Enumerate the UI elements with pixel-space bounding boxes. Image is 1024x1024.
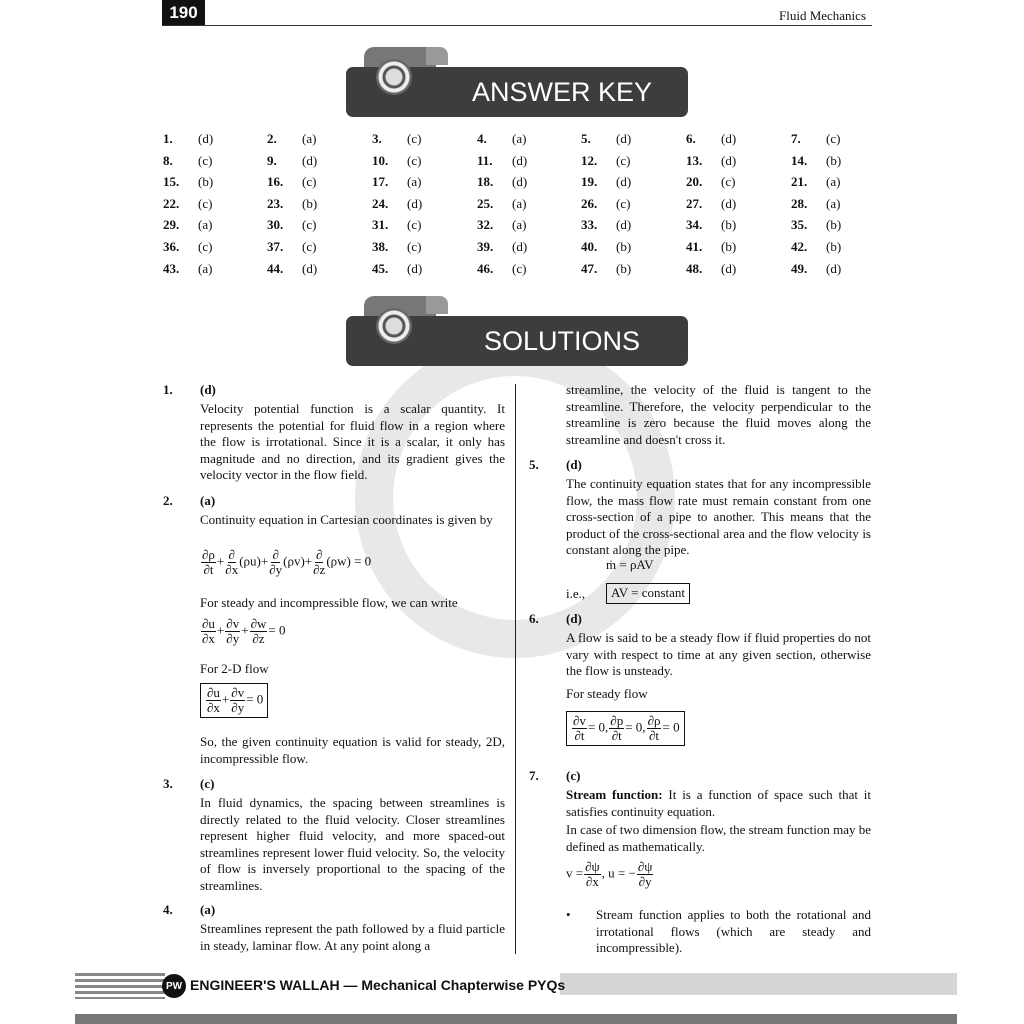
answer-option: (d) bbox=[302, 260, 318, 276]
answer-row bbox=[163, 239, 863, 261]
answer-option: (a) bbox=[826, 174, 841, 190]
answer-option: (a) bbox=[512, 131, 527, 146]
pw-logo-icon: PW bbox=[162, 974, 186, 998]
answer-item bbox=[267, 239, 316, 255]
answer-option: (c) bbox=[302, 217, 317, 233]
answer-option: (c) bbox=[512, 260, 527, 276]
answer-option: (b) bbox=[302, 195, 318, 211]
answer-item bbox=[163, 239, 212, 255]
answer-number: 5. bbox=[581, 131, 591, 146]
solution-number: 7. bbox=[529, 768, 539, 783]
answer-item bbox=[791, 174, 840, 190]
steady-continuity-equation: $\frac{\partial u}{\partial x}$ + $\frac{\partial v}{\partial y}$ + $\frac{\partial w}{\partial z}$ = 0 bbox=[202, 616, 286, 646]
answer-number: 22. bbox=[163, 195, 180, 211]
answer-number: 16. bbox=[267, 174, 284, 190]
solution-text: streamline, the velocity of the fluid is tangent to the streamline. Therefore, the velocity perpendicular to the streamline is zero because the fluid moves along the streamline and doesn't cross it. bbox=[566, 382, 871, 447]
answer-number: 40. bbox=[581, 238, 598, 254]
answer-option: (a) bbox=[198, 260, 213, 276]
column-divider bbox=[515, 384, 516, 954]
answer-number: 13. bbox=[686, 152, 703, 168]
answer-row bbox=[163, 174, 863, 196]
solution-answer: (c) bbox=[566, 768, 581, 783]
answer-number: 42. bbox=[791, 238, 808, 254]
answer-option: (b) bbox=[826, 217, 842, 233]
answer-option: (d) bbox=[512, 174, 528, 190]
footer-stripes bbox=[75, 973, 165, 999]
answer-number: 14. bbox=[791, 152, 808, 168]
answer-item bbox=[372, 239, 421, 255]
answer-item bbox=[686, 261, 736, 277]
answer-number: 19. bbox=[581, 174, 598, 190]
answer-number: 27. bbox=[686, 195, 703, 211]
bullet-ring-icon bbox=[376, 59, 412, 95]
answer-option: (b) bbox=[616, 238, 632, 254]
answer-number: 8. bbox=[163, 152, 173, 168]
answer-item bbox=[581, 196, 630, 212]
answer-item bbox=[686, 131, 736, 147]
answer-item bbox=[163, 196, 212, 212]
answer-number: 47. bbox=[581, 260, 598, 276]
answer-number: 41. bbox=[686, 238, 703, 254]
answer-number: 23. bbox=[267, 195, 284, 211]
answer-item bbox=[267, 196, 317, 212]
answer-number: 17. bbox=[372, 174, 389, 190]
steady-flow-equation: $\frac{\partial v}{\partial t}$ = 0, $\frac{\partial p}{\partial t}$ = 0, $\frac{\partial\rho}{\partial t}$ = 0 bbox=[566, 711, 685, 746]
answer-number: 4. bbox=[477, 131, 487, 146]
answer-number: 2. bbox=[267, 131, 277, 146]
answer-item bbox=[477, 153, 527, 169]
answer-number: 6. bbox=[686, 131, 696, 146]
answer-number: 20. bbox=[686, 174, 703, 190]
answer-option: (d) bbox=[616, 217, 632, 233]
answer-option: (c) bbox=[302, 238, 317, 254]
answer-number: 45. bbox=[372, 260, 389, 276]
answer-option: (c) bbox=[198, 195, 213, 211]
solution-text: In case of two dimension flow, the stream function may be defined as mathematically. bbox=[566, 822, 871, 854]
mass-flow-equation: ṁ = ρAV bbox=[606, 557, 654, 572]
answer-number: 25. bbox=[477, 195, 494, 211]
answer-number: 34. bbox=[686, 217, 703, 233]
answer-option: (b) bbox=[721, 238, 737, 254]
answer-item bbox=[477, 239, 527, 255]
answer-option: (d) bbox=[198, 131, 214, 146]
answer-option: (c) bbox=[407, 238, 422, 254]
answer-option: (c) bbox=[407, 131, 422, 146]
answer-item bbox=[372, 217, 421, 233]
answer-number: 30. bbox=[267, 217, 284, 233]
answer-option: (d) bbox=[407, 195, 423, 211]
solution-number: 5. bbox=[529, 457, 539, 472]
answer-item bbox=[581, 153, 630, 169]
answer-option: (c) bbox=[616, 195, 631, 211]
solution-number: 1. bbox=[163, 382, 173, 397]
answer-row bbox=[163, 131, 863, 153]
solution-number: 4. bbox=[163, 902, 173, 917]
answer-option: (d) bbox=[512, 238, 528, 254]
answer-number: 38. bbox=[372, 238, 389, 254]
answer-number: 28. bbox=[791, 195, 808, 211]
answer-option: (c) bbox=[721, 174, 736, 190]
answer-item bbox=[477, 261, 526, 277]
solutions-title: SOLUTIONS bbox=[483, 325, 641, 356]
answer-item bbox=[791, 261, 841, 277]
solution-answer: (d) bbox=[566, 457, 582, 472]
solution-text: For steady flow bbox=[566, 686, 648, 701]
answer-item bbox=[372, 261, 422, 277]
answer-option: (b) bbox=[826, 238, 842, 254]
answer-number: 11. bbox=[477, 152, 493, 168]
answer-option: (a) bbox=[826, 195, 841, 211]
answer-option: (b) bbox=[616, 260, 632, 276]
answer-number: 24. bbox=[372, 195, 389, 211]
solution-text: Streamlines represent the path followed by a fluid particle in steady, laminar flow. At any point along a bbox=[200, 921, 505, 953]
solution-text: For 2-D flow bbox=[200, 661, 269, 676]
answer-option: (c) bbox=[198, 238, 213, 254]
answer-number: 26. bbox=[581, 195, 598, 211]
answer-item bbox=[581, 174, 631, 190]
answer-row bbox=[163, 153, 863, 175]
bullet-ring-icon bbox=[376, 308, 412, 344]
answer-item bbox=[477, 217, 526, 233]
answer-number: 49. bbox=[791, 260, 808, 276]
answer-option: (d) bbox=[721, 195, 737, 211]
answer-item bbox=[372, 131, 421, 147]
answer-option: (a) bbox=[198, 217, 213, 233]
solution-answer: (c) bbox=[200, 776, 215, 791]
answer-number: 48. bbox=[686, 260, 703, 276]
answer-number: 31. bbox=[372, 217, 389, 233]
stream-function-equation: v = $\frac{\partial\psi}{\partial x}$ , u = − $\frac{\partial\psi}{\partial y}$ bbox=[566, 859, 653, 889]
answer-number: 46. bbox=[477, 260, 494, 276]
solution-text bbox=[566, 787, 871, 820]
book-title: Fluid Mechanics bbox=[778, 8, 866, 23]
answer-option: (c) bbox=[616, 152, 631, 168]
answer-number: 33. bbox=[581, 217, 598, 233]
answer-number: 39. bbox=[477, 238, 494, 254]
answer-option: (d) bbox=[512, 152, 528, 168]
answer-number: 32. bbox=[477, 217, 494, 233]
answer-option: (a) bbox=[407, 174, 422, 190]
answer-option: (d) bbox=[721, 152, 737, 168]
answer-option: (b) bbox=[826, 152, 842, 168]
answer-item bbox=[267, 217, 316, 233]
answer-item bbox=[791, 196, 840, 212]
answer-item bbox=[163, 153, 212, 169]
answer-item bbox=[477, 196, 526, 212]
answer-number: 37. bbox=[267, 238, 284, 254]
solution-text: In fluid dynamics, the spacing between streamlines is directly related to the fluid velocity. Closer streamlines represent higher fluid velocity, and more spaced-out streamlines represent lower fluid velocity. So, the velocity of flow is inversely proportional to the spacing of the streamlines. bbox=[200, 795, 505, 893]
answer-number: 43. bbox=[163, 260, 180, 276]
footer-text: ENGINEER'S WALLAH — Mechanical Chapterwise PYQs bbox=[190, 977, 566, 993]
answer-key-title: ANSWER KEY bbox=[471, 76, 653, 107]
answer-option: (c) bbox=[407, 217, 422, 233]
answer-option: (c) bbox=[826, 131, 841, 146]
solution-answer: (a) bbox=[200, 493, 216, 508]
answer-number: 15. bbox=[163, 174, 180, 190]
2d-continuity-equation: $\frac{\partial u}{\partial x}$ + $\frac{\partial v}{\partial y}$ = 0 bbox=[200, 683, 268, 718]
ie-label: i.e., bbox=[566, 586, 586, 601]
answer-option: (d) bbox=[721, 260, 737, 276]
answer-number: 18. bbox=[477, 174, 494, 190]
answer-item bbox=[581, 261, 631, 277]
answer-item bbox=[267, 174, 316, 190]
answer-option: (c) bbox=[302, 174, 317, 190]
answer-item bbox=[163, 174, 213, 190]
solution-text: A flow is said to be a steady flow if fluid properties do not vary with respect to time at any given section, otherwise the flow is unsteady. bbox=[566, 630, 871, 678]
answer-item bbox=[372, 196, 422, 212]
answer-item bbox=[163, 217, 212, 233]
answer-item bbox=[163, 131, 213, 147]
answer-item bbox=[791, 131, 840, 147]
answer-item bbox=[686, 196, 736, 212]
answer-option: (a) bbox=[512, 217, 527, 233]
answer-item bbox=[791, 217, 841, 233]
answer-number: 7. bbox=[791, 131, 801, 146]
answer-option: (a) bbox=[512, 195, 527, 211]
answer-row bbox=[163, 217, 863, 239]
answer-number: 44. bbox=[267, 260, 284, 276]
answer-item bbox=[791, 153, 841, 169]
answer-number: 1. bbox=[163, 131, 173, 146]
answer-number: 29. bbox=[163, 217, 180, 233]
answer-option: (d) bbox=[407, 260, 423, 276]
answer-item bbox=[581, 131, 631, 147]
answer-option: (d) bbox=[826, 260, 842, 276]
solution-text: So, the given continuity equation is valid for steady, 2D, incompressible flow. bbox=[200, 734, 505, 766]
answer-option: (d) bbox=[616, 174, 632, 190]
page-number: 190 bbox=[162, 0, 205, 26]
answer-item bbox=[791, 239, 841, 255]
answer-option: (d) bbox=[721, 131, 737, 146]
solutions-banner bbox=[346, 316, 688, 366]
answer-item bbox=[477, 131, 526, 147]
answer-option: (d) bbox=[302, 152, 318, 168]
footer-bottom-rule bbox=[75, 1014, 957, 1024]
answer-option: (a) bbox=[302, 131, 317, 146]
solution-answer: (d) bbox=[566, 611, 582, 626]
answer-item bbox=[686, 239, 736, 255]
answer-row bbox=[163, 261, 863, 283]
stream-function-def: It is a function of space such that it satisfies continuity equation. bbox=[566, 787, 871, 819]
answer-number: 35. bbox=[791, 217, 808, 233]
answer-grid bbox=[163, 131, 863, 282]
answer-row bbox=[163, 196, 863, 218]
answer-option: (d) bbox=[616, 131, 632, 146]
solution-answer: (a) bbox=[200, 902, 216, 917]
answer-option: (b) bbox=[198, 174, 214, 190]
continuity-equation: $\frac{\partial\rho}{\partial t}$ + $\frac{\partial}{\partial x}$ (ρu)+ $\frac{\partial}{\partial y}$ (ρv)+ $\frac{\partial}{\partial z}$ (ρw) = 0 bbox=[202, 547, 372, 577]
answer-item bbox=[267, 131, 316, 147]
answer-number: 10. bbox=[372, 152, 389, 168]
solution-number: 2. bbox=[163, 493, 173, 508]
solution-text: The continuity equation states that for any incompressible flow, the mass flow rate must remain constant from one cross-section of a pipe to another. This means that the product of the cross-sectional area and the flow velocity is constant along the pipe. bbox=[566, 476, 871, 557]
answer-number: 9. bbox=[267, 152, 277, 168]
answer-number: 21. bbox=[791, 174, 808, 190]
answer-item bbox=[163, 261, 212, 277]
solution-text: For steady and incompressible flow, we can write bbox=[200, 595, 458, 610]
header-rule bbox=[162, 25, 872, 26]
answer-item bbox=[372, 174, 421, 190]
answer-item bbox=[686, 217, 736, 233]
answer-number: 12. bbox=[581, 152, 598, 168]
answer-option: (c) bbox=[198, 152, 213, 168]
answer-item bbox=[267, 153, 317, 169]
bullet-icon: • bbox=[566, 907, 571, 922]
answer-item bbox=[372, 153, 421, 169]
footer-bar bbox=[560, 973, 957, 995]
solution-text: Continuity equation in Cartesian coordinates is given by bbox=[200, 512, 493, 527]
solution-text: Stream function applies to both the rotational and irrotational flows (which are steady and incompressible). bbox=[596, 907, 871, 955]
stream-function-term: Stream function: bbox=[566, 787, 663, 802]
answer-item bbox=[686, 153, 736, 169]
answer-key-banner bbox=[346, 67, 688, 117]
answer-item bbox=[581, 239, 631, 255]
answer-option: (b) bbox=[721, 217, 737, 233]
answer-number: 36. bbox=[163, 238, 180, 254]
solution-number: 6. bbox=[529, 611, 539, 626]
answer-item bbox=[477, 174, 527, 190]
answer-item bbox=[267, 261, 317, 277]
answer-option: (c) bbox=[407, 152, 422, 168]
answer-item bbox=[581, 217, 631, 233]
solution-text: Velocity potential function is a scalar quantity. It represents the potential for fluid flow in a region where the flow is irrotational. Since it is a scalar, it only has magnitude and no direction, and its gradient gives the velocity vector in the flow field. bbox=[200, 401, 505, 482]
answer-item bbox=[686, 174, 735, 190]
answer-number: 3. bbox=[372, 131, 382, 146]
solution-answer: (d) bbox=[200, 382, 216, 397]
av-constant-equation: AV = constant bbox=[606, 583, 690, 604]
solution-number: 3. bbox=[163, 776, 173, 791]
